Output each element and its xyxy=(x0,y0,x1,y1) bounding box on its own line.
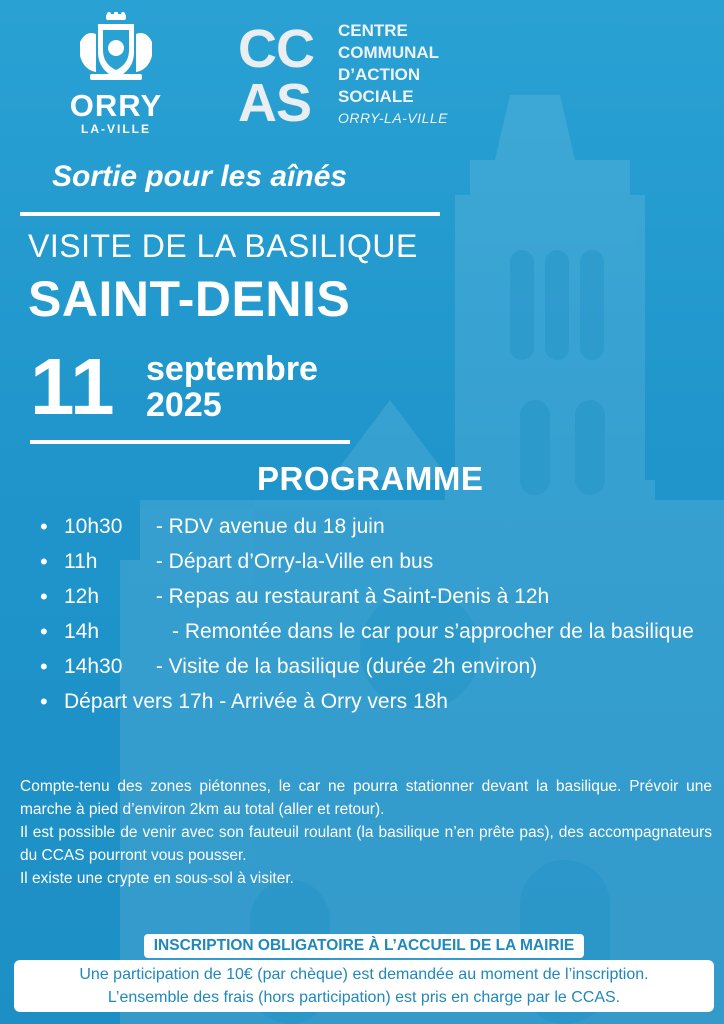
programme-item xyxy=(40,687,712,717)
inscription-line: L’ensemble des frais (hors participation) est pris en charge par le CCAS. xyxy=(107,989,621,1006)
ccas-line-2: COMMUNAL xyxy=(338,43,440,62)
note-paragraph: Compte-tenu des zones piétonnes, le car ne pourra stationner devant la basilique. Prévoir une marche à pied d’environ 2km au total (aller et retour). xyxy=(20,778,712,818)
ccas-logo-mark xyxy=(238,18,330,133)
programme-time: 12h xyxy=(64,585,100,608)
event-month: septembre xyxy=(146,350,318,388)
orry-logo-subtitle: LA-VILLE xyxy=(81,122,151,136)
programme-item xyxy=(40,617,712,647)
programme-text: - RDV avenue du 18 juin xyxy=(155,515,385,538)
programme-time: 11h xyxy=(64,550,98,573)
programme-list xyxy=(40,512,712,722)
divider-bottom xyxy=(30,440,350,444)
note-paragraph: Il existe une crypte en sous-sol à visiter. xyxy=(20,870,294,887)
programme-item xyxy=(40,512,712,542)
event-day: 11 xyxy=(30,342,115,431)
programme-item xyxy=(40,582,712,612)
ccas-logo-text xyxy=(338,20,488,127)
programme-text: Départ vers 17h - Arrivée à Orry vers 18h xyxy=(64,690,448,713)
note-paragraph: Il est possible de venir avec son fauteuil roulant (la basilique n’en prête pas), des accompagnateurs du CCAS pourront vous pousser. xyxy=(20,824,712,864)
inscription-details xyxy=(14,960,714,1012)
programme-time: 14h30 xyxy=(64,655,123,678)
orry-la-ville-logo xyxy=(52,12,180,137)
programme-time: 10h30 xyxy=(64,515,123,538)
ccas-city: ORRY-LA-VILLE xyxy=(338,110,448,126)
ccas-mark-bottom: AS xyxy=(238,73,312,133)
ccas-line-1: CENTRE xyxy=(338,21,408,40)
event-year: 2025 xyxy=(146,386,222,424)
coat-of-arms-icon xyxy=(76,12,156,88)
programme-title: PROGRAMME xyxy=(257,460,484,497)
orry-logo-name: ORRY xyxy=(69,88,163,123)
programme-item xyxy=(40,652,712,682)
programme-text: - Remontée dans le car pour s’approcher de la basilique xyxy=(172,620,694,643)
ccas-line-3: D’ACTION xyxy=(338,65,421,84)
inscription-heading: INSCRIPTION OBLIGATOIRE À L’ACCUEIL DE LA MAIRIE xyxy=(144,934,585,958)
programme-item xyxy=(40,547,712,577)
inscription-box xyxy=(14,934,714,1012)
practical-notes xyxy=(20,775,712,890)
inscription-line: Une participation de 10€ (par chèque) est demandée au moment de l’inscription. xyxy=(79,966,649,983)
ccas-mark-top: CC xyxy=(238,19,314,79)
event-subtitle: Sortie pour les aînés xyxy=(52,160,348,193)
divider-top xyxy=(20,212,440,216)
programme-text: - Repas au restaurant à Saint-Denis à 12h xyxy=(155,585,550,608)
programme-time: 14h xyxy=(64,620,100,643)
programme-text: - Départ d’Orry-la-Ville en bus xyxy=(155,550,434,573)
ccas-line-4: SOCIALE xyxy=(338,87,414,106)
event-place: SAINT-DENIS xyxy=(28,271,351,327)
event-visit-line: VISITE DE LA BASILIQUE xyxy=(28,228,418,264)
programme-text: - Visite de la basilique (durée 2h environ) xyxy=(155,655,538,678)
